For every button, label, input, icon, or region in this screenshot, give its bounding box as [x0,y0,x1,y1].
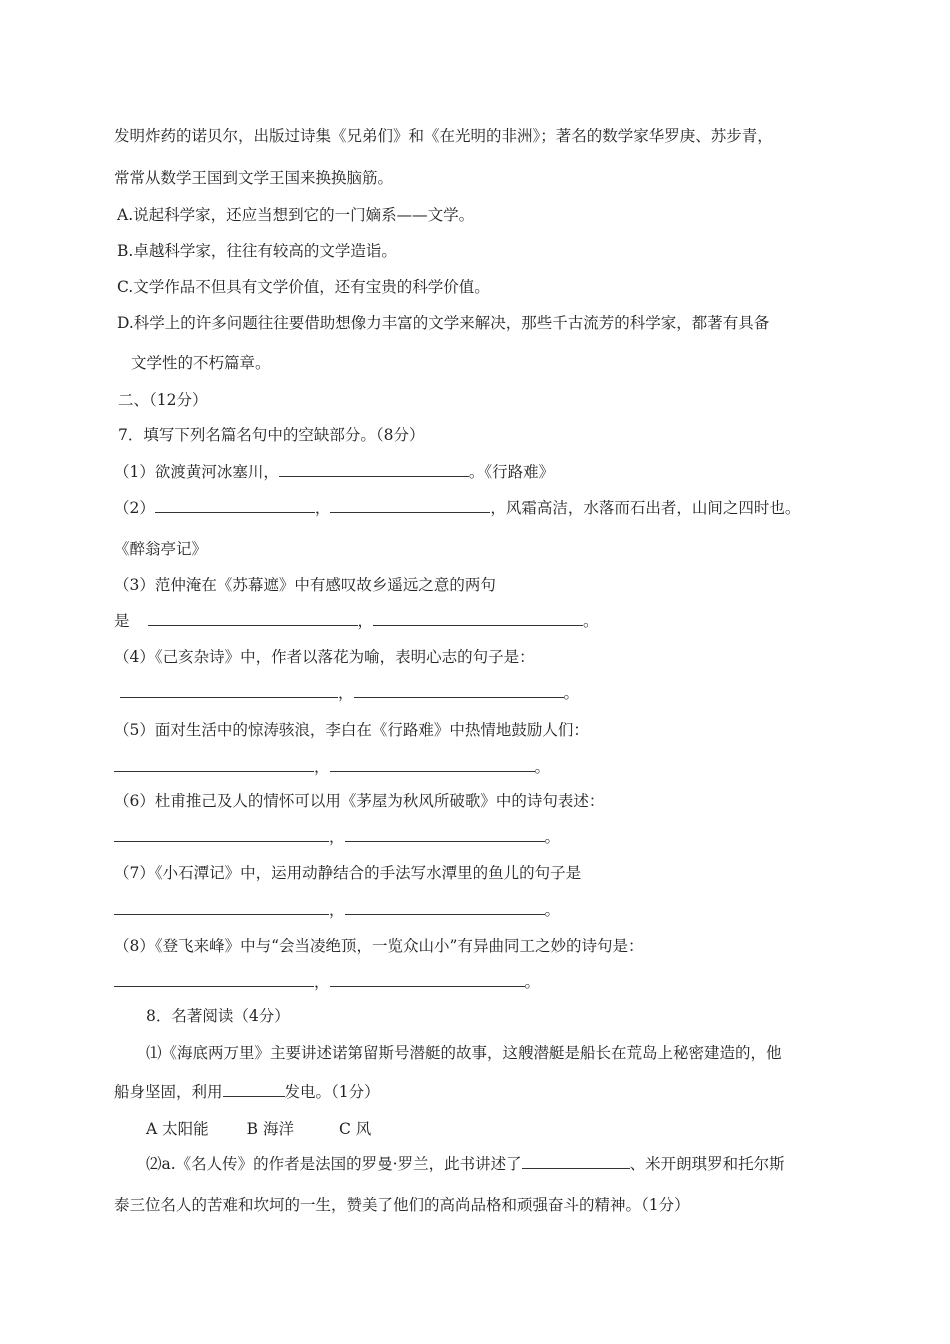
comma: ， [314,499,331,517]
comma: ， [329,901,345,919]
answer-blank[interactable] [345,827,545,842]
q7-item-4-answer [120,682,579,704]
q8-title: 8．名著阅读（4分） [146,1007,290,1025]
answer-blank[interactable] [354,683,564,698]
answer-blank[interactable] [373,611,583,626]
q7-item-6-prompt: （6）杜甫推己及人的情怀可以用《茅屋为秋风所破歌》中的诗句表述： [114,792,605,810]
q7-item-1-prefix: （1）欲渡黄河冰塞川， [114,463,279,481]
choice-a[interactable]: A 太阳能 [146,1120,209,1138]
q7-item-5-prompt: （5）面对生活中的惊涛骇浪，李白在《行路难》中热情地鼓励人们： [114,721,589,739]
q8-part-1-line-1: ⑴《海底两万里》主要讲述诺第留斯号潜艇的故事，这艘潜艇是船长在荒岛上秘密建造的，他 [146,1044,782,1062]
q7-item-1 [114,461,554,483]
q8-part-2-line-1 [146,1153,785,1175]
answer-blank[interactable] [345,900,545,915]
q7-item-2-source: 《醉翁亭记》 [114,540,208,558]
q8-part-2-suffix: 、米开朗琪罗和托尔斯 [629,1155,785,1173]
choice-c[interactable]: C 风 [338,1120,372,1138]
q7-item-3-answer [114,610,599,632]
intro-line-2: 常常从数学王国到文学王国来换换脑筋。 [114,169,394,187]
answer-blank[interactable] [330,972,525,987]
q7-item-4-prompt: （4）《己亥杂诗》中，作者以落花为喻，表明心志的句子是： [114,648,535,666]
q7-item-7-prompt: （7）《小石潭记》中，运用动静结合的手法写水潭里的鱼儿的句子是 [114,864,582,882]
q8-part-1-suffix: 发电。（1分） [284,1083,380,1101]
option-d-line-2: 文学性的不朽篇章。 [131,354,271,372]
comma: ， [314,758,330,776]
q8-part-1-prefix: 船身坚固，利用 [114,1083,223,1101]
q7-item-3-prompt: （3）范仲淹在《苏幕遮》中有感叹故乡遥远之意的两句 [114,576,496,594]
answer-blank[interactable] [330,757,535,772]
option-c: C.文学作品不但具有文学价值，还有宝贵的科学价值。 [117,278,490,296]
intro-line-1: 发明炸药的诺贝尔，出版过诗集《兄弟们》和《在光明的非洲》；著名的数学家华罗庚、苏步青， [114,127,773,145]
q7-item-2 [114,497,800,519]
answer-blank[interactable] [114,972,314,987]
period: 。 [534,758,551,776]
comma: ， [314,973,330,991]
answer-blank[interactable] [522,1154,630,1169]
comma: ， [329,828,345,846]
period: 。 [524,973,541,991]
answer-blank[interactable] [120,683,338,698]
period: 。 [544,828,561,846]
comma: ， [357,612,374,630]
section-2-heading: 二、（12分） [118,391,208,409]
q7-item-2-suffix: ，风霜高洁，水落而石出者，山间之四时也。 [490,499,801,517]
answer-blank[interactable] [279,462,469,477]
q7-item-5-answer [114,756,550,778]
option-a: A.说起科学家，还应当想到它的一门嫡系——文学。 [117,206,475,224]
period: 。 [583,612,599,630]
q7-item-1-suffix: 。《行路难》 [468,463,555,481]
q7-title: 7．填写下列名篇名句中的空缺部分。（8分） [118,426,425,444]
q7-item-8-prompt: （8）《登飞来峰》中与“会当凌绝顶，一览众山小”有异曲同工之妙的诗句是： [114,937,644,955]
q7-item-6-answer [114,826,560,848]
answer-blank[interactable] [330,498,490,513]
q8-choices [146,1118,371,1140]
q7-item-2-number: （2） [114,499,155,517]
option-d-line-1: D.科学上的许多问题往往要借助想像力丰富的文学来解决，那些千古流芳的科学家，都著有具备 [117,314,770,332]
answer-blank[interactable] [114,757,314,772]
answer-blank[interactable] [114,900,329,915]
answer-blank[interactable] [155,498,315,513]
answer-blank[interactable] [114,827,329,842]
option-b: B.卓越科学家，往往有较高的文学造诣。 [117,242,397,260]
shi-label: 是 [114,612,130,630]
q7-item-7-answer [114,899,560,921]
comma: ， [338,684,354,702]
q8-part-2-line-2: 泰三位名人的苦难和坎坷的一生，赞美了他们的高尚品格和顽强奋斗的精神。（1分） [114,1196,690,1214]
period: 。 [544,901,561,919]
answer-blank[interactable] [223,1082,285,1097]
answer-blank[interactable] [148,611,358,626]
period: 。 [563,684,580,702]
q8-part-2-prefix: ⑵a.《名人传》的作者是法国的罗曼·罗兰，此书讲述了 [146,1155,522,1173]
q7-item-8-answer [114,971,540,993]
choice-b[interactable]: B 海洋 [246,1120,294,1138]
q8-part-1-line-2 [114,1081,380,1103]
